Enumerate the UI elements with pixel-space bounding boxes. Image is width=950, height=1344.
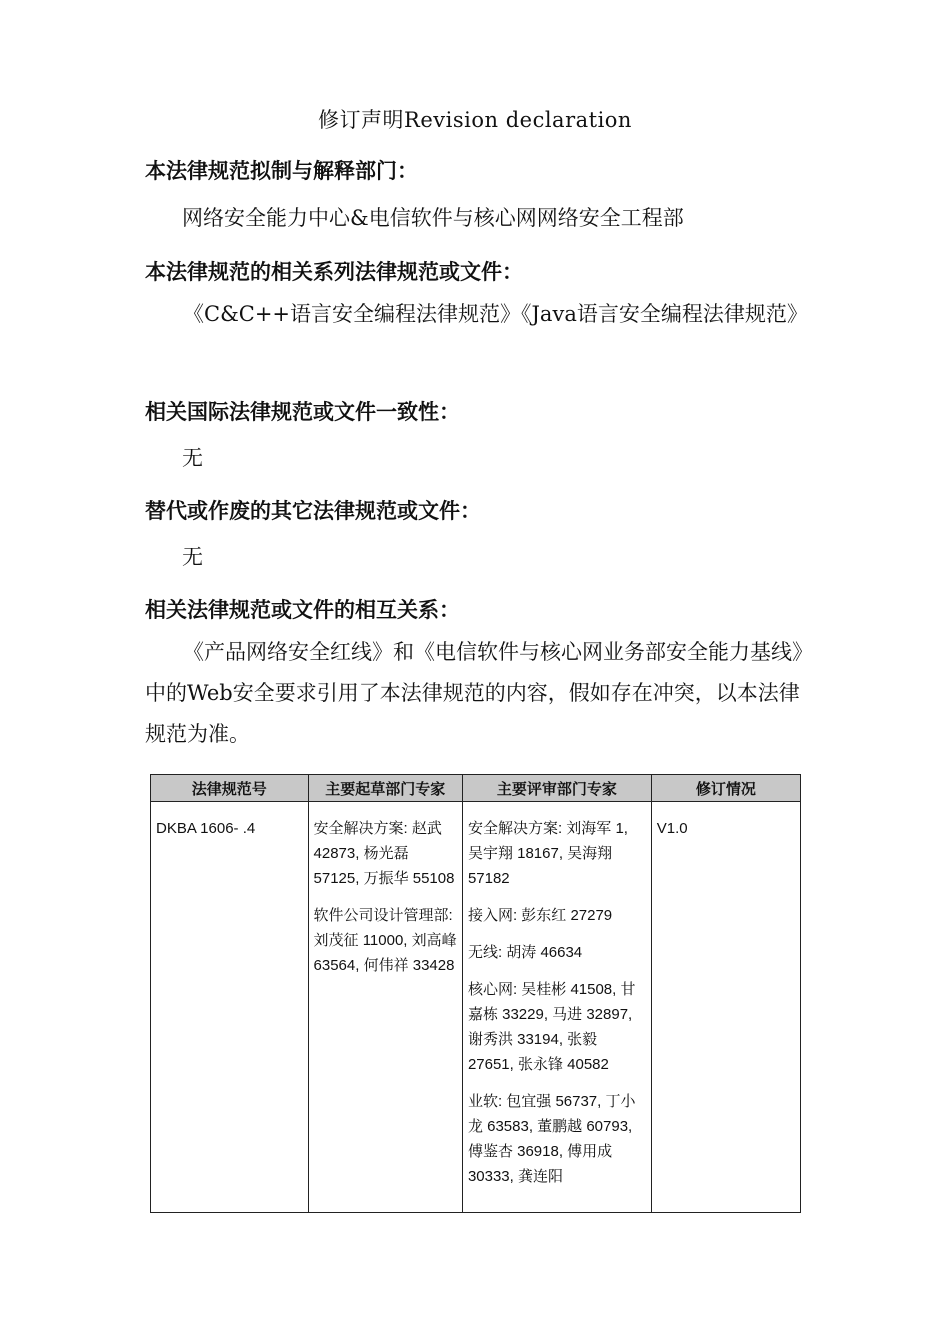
- table-header-row: [151, 775, 801, 802]
- cell-standard-code: DKBA 1606- .4: [151, 802, 309, 1213]
- section-body-related-series: 《C&C++语言安全编程法律规范》《Java语言安全编程法律规范》: [183, 302, 808, 326]
- table-row: [151, 802, 801, 1213]
- header-review-experts: 主要评审部门专家: [462, 775, 651, 802]
- section-heading-drafting-dept: 本法律规范拟制与解释部门：: [145, 159, 418, 183]
- section-heading-intl-consistency: 相关国际法律规范或文件一致性：: [145, 400, 460, 424]
- reviewer-group: 安全解决方案: 刘海军 1, 吴宇翔 18167, 吴海翔 57182: [467, 820, 628, 887]
- section-body-intl-consistency: 无: [182, 446, 203, 470]
- section-heading-relationships: 相关法律规范或文件的相互关系：: [145, 598, 460, 622]
- section-body-relationships: 《产品网络安全红线》和《电信软件与核心网业务部安全能力基线》中的Web安全要求引用了本法律规范的内容，假如存在冲突，以本法律规范为准。: [145, 640, 803, 746]
- reviewer-group: 业软: 包宜强 56737, 丁小龙 63583, 董鹏越 60793, 傅鉴杏 36918, 傅用成 30333, 龚连阳: [467, 1093, 636, 1185]
- header-standard-code: 法律规范号: [151, 775, 309, 802]
- section-heading-replaced-docs: 替代或作废的其它法律规范或文件：: [145, 499, 481, 523]
- header-drafting-experts: 主要起草部门专家: [308, 775, 462, 802]
- cell-review-experts: [462, 802, 651, 1213]
- cell-revision-status: V1.0: [651, 802, 800, 1213]
- page-title: 修订声明Revision declaration: [318, 108, 632, 132]
- reviewer-group: 接入网: 彭东红 27279: [467, 907, 613, 924]
- revision-table: [150, 774, 801, 1213]
- cell-drafting-experts: [308, 802, 462, 1213]
- section-body-replaced-docs: 无: [182, 545, 203, 569]
- drafter-group: 软件公司设计管理部: 刘茂征 11000, 刘高峰 63564, 何伟祥 33428: [313, 907, 457, 974]
- reviewer-group: 无线: 胡涛 46634: [467, 944, 583, 961]
- section-body-drafting-dept: 网络安全能力中心&电信软件与核心网网络安全工程部: [182, 206, 684, 230]
- section-heading-related-series: 本法律规范的相关系列法律规范或文件：: [145, 260, 523, 284]
- header-revision-status: 修订情况: [651, 775, 800, 802]
- reviewer-group: 核心网: 吴桂彬 41508, 甘嘉栋 33229, 马进 32897, 谢秀洪 33194, 张毅 27651, 张永锋 40582: [467, 981, 636, 1073]
- drafter-group: 安全解决方案: 赵武 42873, 杨光磊 57125, 万振华 55108: [313, 820, 455, 887]
